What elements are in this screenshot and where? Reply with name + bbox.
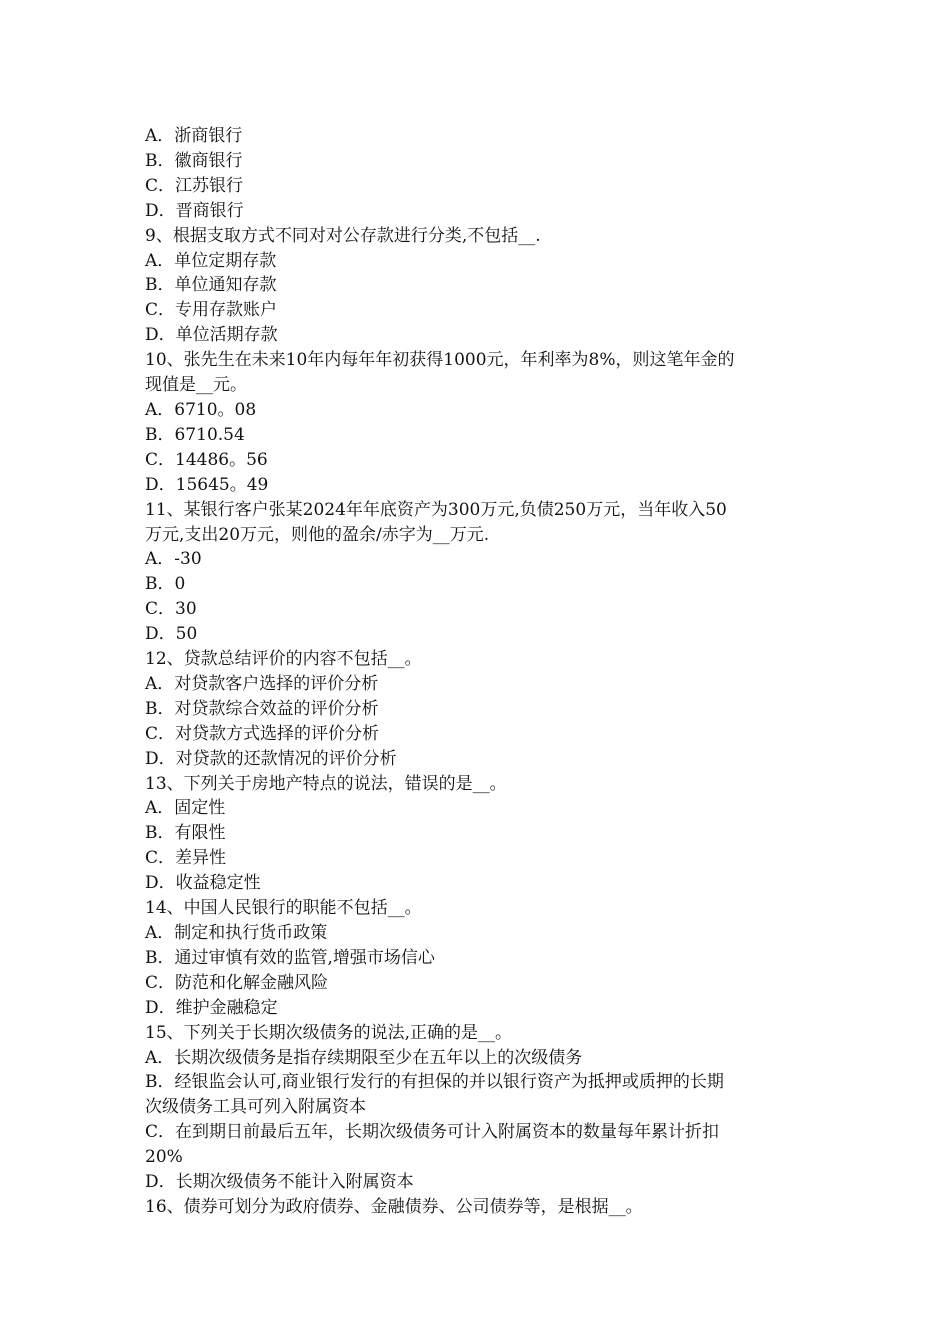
option-c-q9: C．专用存款账户 xyxy=(145,300,278,321)
option-a-q8: A．浙商银行 xyxy=(145,126,243,146)
question-15: 15、下列关于长期次级债务的说法,正确的是__。 xyxy=(145,1022,513,1043)
option-d-q14: D．维护金融稳定 xyxy=(145,997,278,1018)
option-c-q14: C．防范和化解金融风险 xyxy=(145,972,329,993)
option-a-q10: A．6710。08 xyxy=(145,399,257,420)
option-c-q11: C．30 xyxy=(145,599,197,620)
option-b-q13: B．有限性 xyxy=(145,823,226,844)
question-10-line-2: 现值是__元。 xyxy=(145,375,247,396)
question-14: 14、中国人民银行的职能不包括__。 xyxy=(145,898,422,919)
option-d-q12: D．对贷款的还款情况的评价分析 xyxy=(145,748,397,769)
option-b-q15-line-1: B．经银监会认可,商业银行发行的有担保的并以银行资产为抵押或质押的长期 xyxy=(145,1072,724,1093)
question-12: 12、贷款总结评价的内容不包括__。 xyxy=(145,649,422,670)
option-a-q12: A．对贷款客户选择的评价分析 xyxy=(145,673,379,694)
option-c-q10: C．14486。56 xyxy=(145,449,268,470)
option-b-q9: B．单位通知存款 xyxy=(145,275,277,296)
option-c-q15-line-2: 20% xyxy=(145,1147,183,1168)
option-d-q8: D．晋商银行 xyxy=(145,200,244,221)
option-d-q13: D．收益稳定性 xyxy=(145,873,261,894)
option-a-q14: A．制定和执行货币政策 xyxy=(145,923,328,943)
option-a-q11: A．-30 xyxy=(145,549,202,570)
option-c-q15-line-1: C．在到期日前最后五年，长期次级债务可计入附属资本的数量每年累计折扣 xyxy=(145,1122,720,1143)
option-b-q15-line-2: 次级债务工具可列入附属资本 xyxy=(145,1097,366,1118)
option-a-q13: A．固定性 xyxy=(145,798,226,819)
question-10-line-1: 10、张先生在未来10年内每年年初获得1000元，年利率为8%，则这笔年金的 xyxy=(145,350,735,371)
document-page xyxy=(145,124,810,1220)
option-b-q8: B．徽商银行 xyxy=(145,150,243,171)
option-c-q12: C．对贷款方式选择的评价分析 xyxy=(145,723,380,744)
question-16: 16、债券可划分为政府债券、金融债券、公司债券等，是根据__。 xyxy=(145,1196,643,1217)
option-c-q13: C．差异性 xyxy=(145,848,227,869)
option-d-q15: D．长期次级债务不能计入附属资本 xyxy=(145,1172,414,1193)
question-13: 13、下列关于房地产特点的说法，错误的是__。 xyxy=(145,773,507,794)
option-b-q10: B．6710.54 xyxy=(145,424,245,445)
option-b-q11: B．0 xyxy=(145,574,186,595)
option-a-q9: A．单位定期存款 xyxy=(145,250,277,271)
option-b-q12: B．对贷款综合效益的评价分析 xyxy=(145,698,379,719)
question-9: 9、根据支取方式不同对对公存款进行分类,不包括__. xyxy=(145,225,541,246)
option-a-q15: A．长期次级债务是指存续期限至少在五年以上的次级债务 xyxy=(145,1047,583,1068)
option-c-q8: C．江苏银行 xyxy=(145,175,244,196)
question-11-line-1: 11、某银行客户张某2024年年底资产为300万元,负债250万元，当年收入50 xyxy=(145,499,727,520)
option-d-q11: D．50 xyxy=(145,624,198,645)
question-11-line-2: 万元,支出20万元，则他的盈余/赤字为__万元. xyxy=(145,524,490,545)
option-b-q14: B．通过审慎有效的监管,增强市场信心 xyxy=(145,947,435,968)
option-d-q9: D．单位活期存款 xyxy=(145,325,278,346)
option-d-q10: D．15645。49 xyxy=(145,474,269,495)
